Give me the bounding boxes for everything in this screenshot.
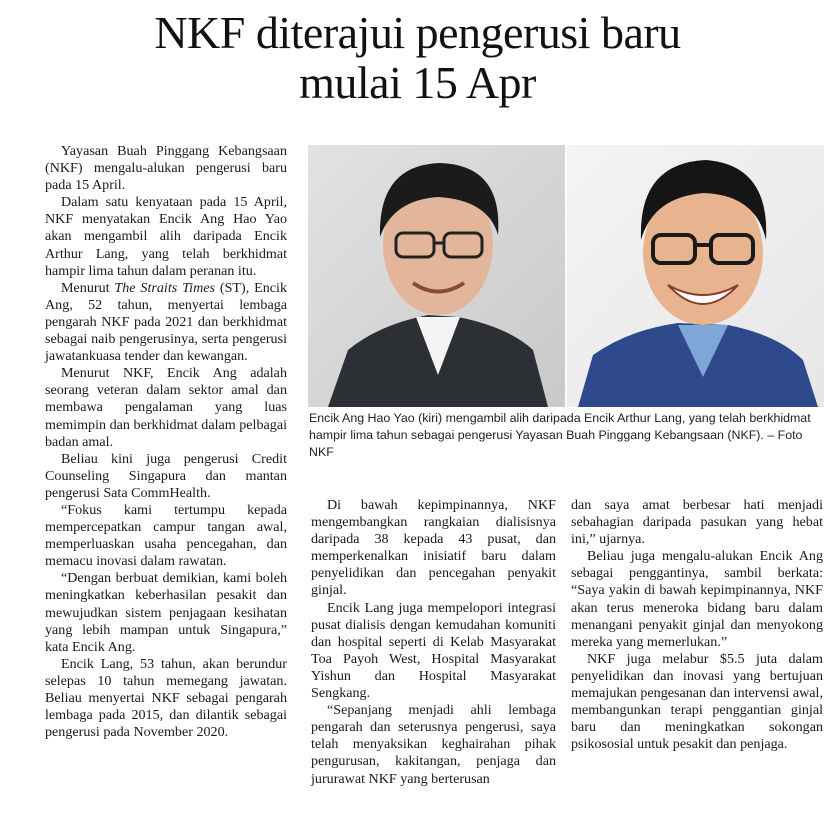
publication-name: The Straits Times [114,279,216,296]
paragraph: Encik Lang juga mempelopori integrasi pusat dialisis dengan kemudahan komuniti dan hospital seperti di Kelab Masyarakat Toa Payoh West, Hospital Masyarakat Yishun dan Hospital Masyarakat Sengkang. [311,599,556,702]
portrait-arthur-lang [567,145,824,407]
paragraph: Dalam satu kenyataan pada 15 April, NKF menyatakan Encik Ang Hao Yao akan mengambil alih daripada Encik Arthur Lang, yang telah berkhidmat hampir lima tahun dalam peranan itu. [45,194,287,279]
paragraph: “Sepanjang menjadi ahli lembaga pengarah dan seterusnya pengerusi, saya telah menyaksikan keghairahan pihak pengurusan, kakitangan, penjaga dan jururawat NKF yang berterusan [311,702,556,787]
photo-caption: Encik Ang Hao Yao (kiri) mengambil alih daripada Encik Arthur Lang, yang telah berkhidmat hampir lima tahun sebagai pengerusi Yayasan Buah Pinggang Kebangsaan (NKF). – Foto NKF [309,411,811,459]
paragraph: Beliau kini juga pengerusi Credit Counseling Singapura dan mantan pengerusi Sata CommHealth. [45,450,287,501]
paragraph: Menurut The Straits Times (ST), Encik Ang, 52 tahun, menyertai lembaga pengarah NKF pada 2021 dan berkhidmat sebagai naib pengerusinya, serta pengerusi jawatankuasa tender dan kewangan. [45,279,287,365]
article-column-2 [311,497,556,788]
article-column-1 [45,143,287,741]
headline-line-1: NKF diterajui pengerusi baru [154,7,681,58]
paragraph: “Dengan berbuat demikian, kami boleh meningkatkan keberhasilan pesakit dan mewujudkan sistem penjagaan kesihatan yang lebih mampan untuk Singapura,” kata Encik Ang. [45,570,287,655]
paragraph: NKF juga melabur $5.5 juta dalam penyelidikan dan inovasi yang bertujuan memajukan pengesanan dan intervensi awal, membangunkan terapi penggantian ginjal baru dan meningkatkan sokongan psikososial untuk pesakit dan penjaga. [571,650,823,753]
news-photo [308,145,824,407]
headline [0,8,835,108]
portrait-ang-hao-yao [308,145,566,407]
paragraph: Yayasan Buah Pinggang Kebangsaan (NKF) mengalu-alukan pengerusi baru pada 15 April. [45,143,287,194]
paragraph: Menurut NKF, Encik Ang adalah seorang veteran dalam sektor amal dan membawa pengalaman yang luas memimpin dan berkhidmat dalam pelbagai badan amal. [45,365,287,450]
article-column-3 [571,497,823,753]
headline-line-2: mulai 15 Apr [299,57,536,108]
paragraph: Encik Lang, 53 tahun, akan berundur selepas 10 tahun memegang jawatan. Beliau menyertai NKF sebagai pengarah lembaga pada 2015, dan dilantik sebagai pengerusi pada November 2020. [45,655,287,741]
paragraph: Di bawah kepimpinannya, NKF mengembangkan rangkaian dialisisnya daripada 38 kepada 43 pusat, dan memperkenalkan inisiatif baru dalam penyelidikan dan pencegahan penyakit ginjal. [311,497,556,599]
paragraph: “Fokus kami tertumpu kepada mempercepatkan campur tangan awal, memperluaskan usaha pencegahan, dan memacu inovasi dalam rawatan. [45,501,287,570]
paragraph-continuation: dan saya amat berbesar hati menjadi sebahagian daripada pasukan yang hebat ini,” ujarnya. [571,497,823,548]
paragraph: Beliau juga mengalu-alukan Encik Ang sebagai penggantinya, sambil berkata: “Saya yakin di bawah kepimpinannya, NKF akan terus meneroka bidang baru dalam menangani penyakit ginjal dan menyokong mereka yang memerlukan.” [571,548,823,650]
